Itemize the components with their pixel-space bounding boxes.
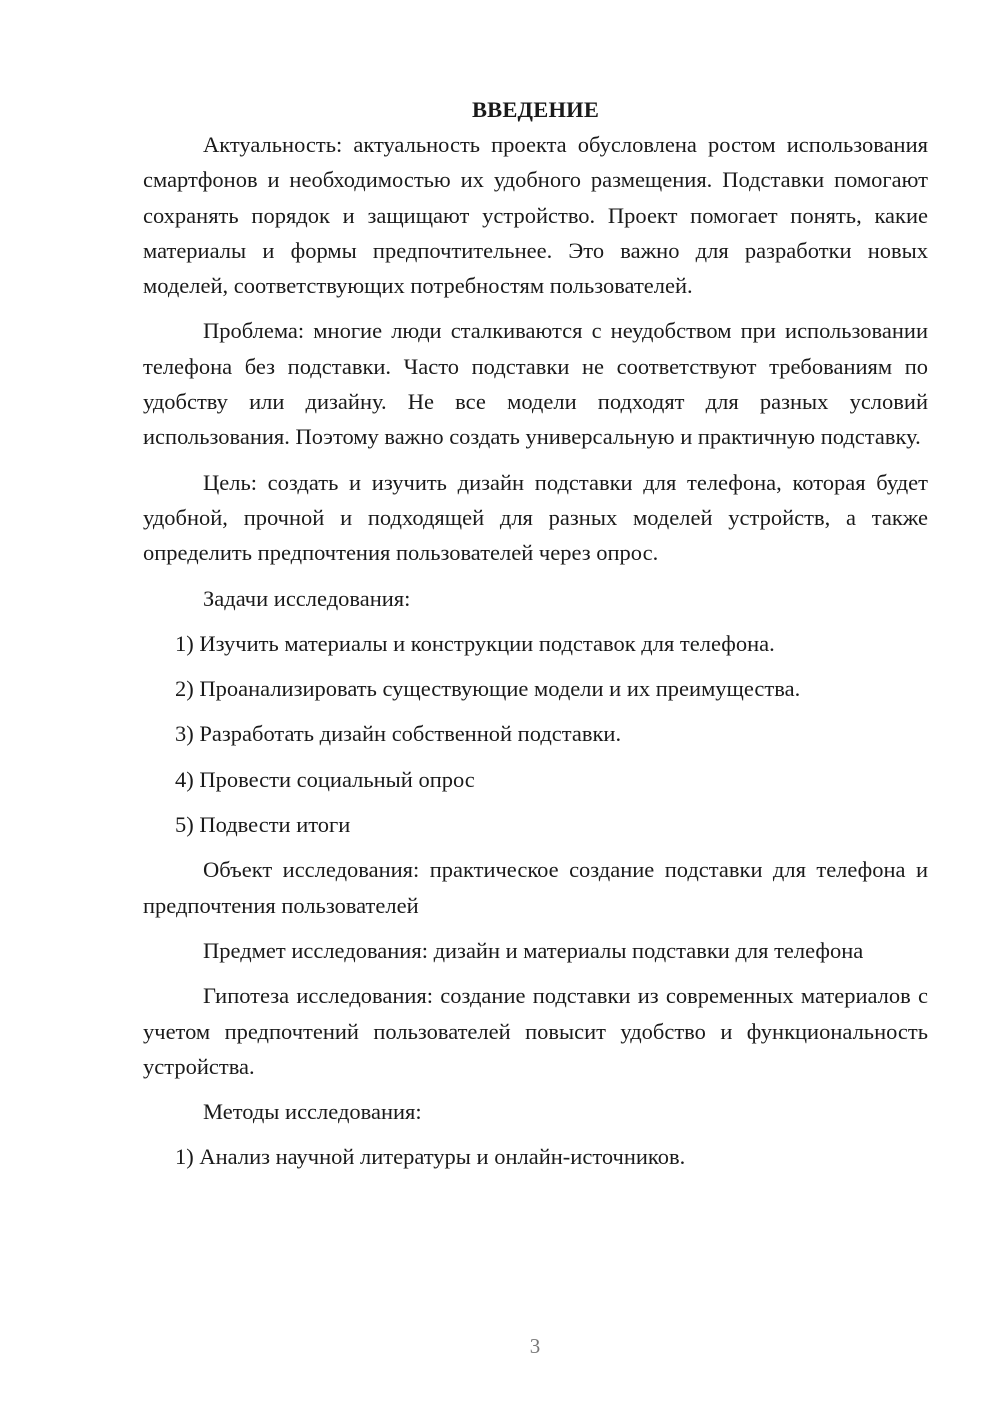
method-item: 1) Анализ научной литературы и онлайн-источников. [175, 1144, 686, 1170]
relevance-paragraph: Актуальность: актуальность проекта обусловлена ростом использования смартфонов и необходимостью их удобного размещения. Подставки помогают сохранять порядок и защищают устройство. Проект помогает понять, какие материалы и формы предпочтительнее. Это важно для разработки новых моделей, соответствующих потребностям пользователей. [143, 132, 928, 299]
tasks-heading: Задачи исследования: [203, 585, 411, 611]
task-item: 2) Проанализировать существующие модели и их преимущества. [175, 676, 801, 702]
methods-list [143, 1139, 928, 1174]
subject-paragraph: Предмет исследования: дизайн и материалы подставки для телефона [203, 937, 864, 963]
task-item: 4) Провести социальный опрос [175, 766, 475, 792]
hypothesis-paragraph: Гипотеза исследования: создание подставки из современных материалов с учетом предпочтений пользователей повысит удобство и функциональность устройства. [143, 983, 928, 1079]
task-item: 3) Разработать дизайн собственной подставки. [175, 721, 622, 747]
task-item: 1) Изучить материалы и конструкции подставок для телефона. [175, 630, 775, 656]
goal-paragraph: Цель: создать и изучить дизайн подставки для телефона, которая будет удобной, прочной и подходящей для разных моделей устройств, а также определить предпочтения пользователей через опрос. [143, 469, 928, 566]
object-paragraph: Объект исследования: практическое создание подставки для телефона и предпочтения пользователей [143, 857, 928, 918]
tasks-list [143, 626, 928, 842]
task-item: 5) Подвести итоги [175, 812, 351, 838]
document-page [143, 92, 928, 1185]
page-number: 3 [529, 1334, 541, 1358]
problem-paragraph: Проблема: многие люди сталкиваются с неудобством при использовании телефона без подставки. Часто подставки не соответствуют требованиям по удобству или дизайну. Не все модели подходят для разных условий использования. Поэтому важно создать универсальную и практичную подставку. [143, 318, 928, 450]
section-heading: ВВЕДЕНИЕ [471, 97, 600, 122]
methods-heading: Методы исследования: [203, 1099, 422, 1125]
